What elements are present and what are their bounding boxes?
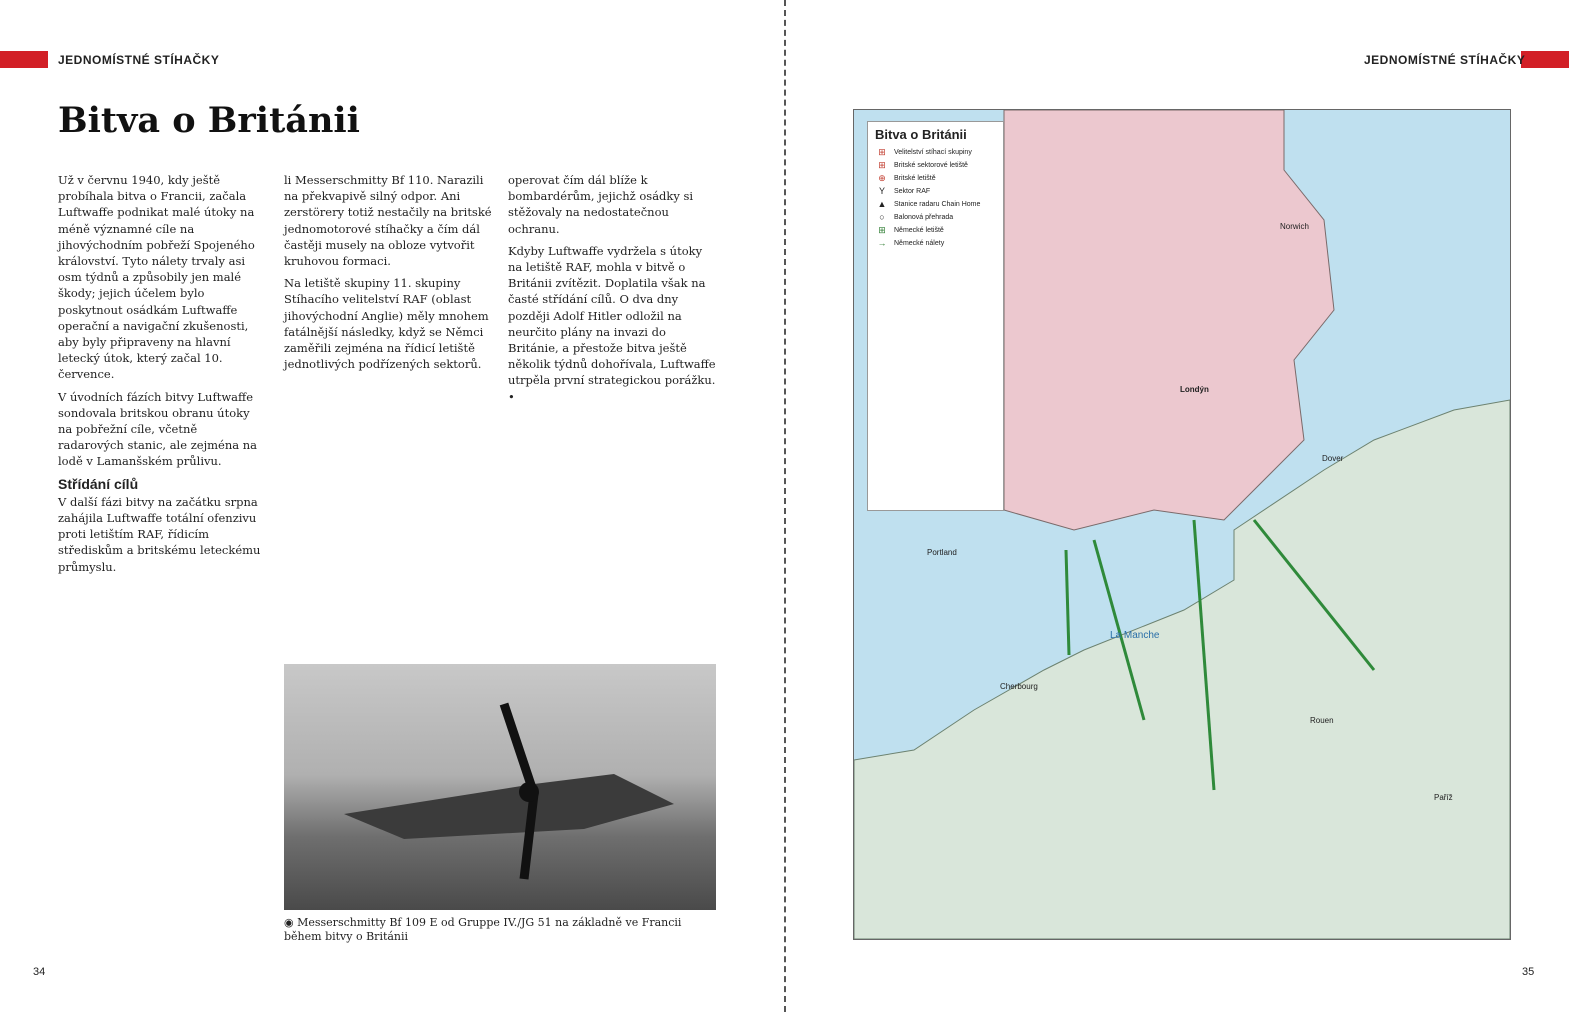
legend-item	[875, 161, 1003, 170]
spread-gutter	[784, 0, 786, 1012]
text-column-2	[284, 172, 492, 378]
legend-item	[875, 239, 1003, 248]
legend-label: Balonová přehrada	[894, 214, 954, 221]
paragraph: li Messerschmitty Bf 110. Narazili na překvapivě silný odpor. Ani zerstörery totiž nestačily na britské jednomotorové stíhačky a čím dál častěji musely na obloze vytvořit kruhovou formaci.	[284, 173, 492, 269]
sector-airfield-icon: ⊞	[878, 160, 886, 170]
page-number-left: 34	[33, 966, 46, 978]
airfield-icon: ⊕	[878, 173, 886, 183]
section-heading: Střídání cílů	[58, 475, 139, 492]
fighter-group-hq-icon: ⊞	[878, 147, 886, 157]
legend-item	[875, 200, 1003, 209]
legend-item	[875, 213, 1003, 222]
place-label: Portland	[927, 548, 957, 557]
paragraph: Už v červnu 1940, kdy ještě probíhala bitva o Francii, začala Luftwaffe podnikat malé útoky na méně významné cíle na jihovýchodním pobřeží Spojeného království. Tyto nálety trvaly asi osm týdnů a způsobily jen malé škody; jejich účelem bylo poskytnout osádkám Luftwaffe operační a navigační zkušenosti, aby byly připraveny na hlavní letecký útok, který začal 10. července.	[58, 173, 255, 382]
german-raid-arrow-icon: →	[877, 238, 887, 248]
balloon-barrage-icon: ○	[879, 212, 885, 222]
legend-label: Velitelství stíhací skupiny	[894, 149, 972, 156]
text-column-3	[508, 172, 718, 411]
legend-item	[875, 148, 1003, 157]
paragraph: Kdyby Luftwaffe vydržela s útoky na letiště RAF, mohla v bitvě o Británii zvítězit. Doplatila však na časté střídání cílů. O dva dny později Adolf Hitler odložil na neurčito plány na invazi do Británie, a přestože bitva ještě několik týdnů dohořívala, Luftwaffe utrpěla první strategickou porážku. •	[508, 243, 716, 404]
camera-icon: ◉	[284, 916, 298, 929]
radar-station-icon: ▲	[877, 199, 887, 209]
paragraph: Na letiště skupiny 11. skupiny Stíhacího velitelství RAF (oblast jihovýchodní Anglie) měly mnohem fatálnější následky, když se Němci zaměřili zejména na řídicí letiště jednotlivých podřízených sektorů.	[284, 276, 489, 372]
place-label: Rouen	[1310, 716, 1334, 725]
legend-item	[875, 174, 1003, 183]
german-airfield-icon: ⊞	[878, 225, 886, 235]
map-legend	[867, 121, 1004, 511]
right-red-bar	[1521, 51, 1569, 68]
right-running-head: JEDNOMÍSTNÉ STÍHAČKY	[1364, 53, 1526, 67]
text-column-1	[58, 172, 264, 581]
legend-item	[875, 226, 1003, 235]
legend-label: Stanice radaru Chain Home	[894, 201, 981, 208]
place-label: Dover	[1322, 454, 1344, 463]
legend-label: Sektor RAF	[894, 188, 931, 195]
legend-item	[875, 187, 1003, 196]
channel-label: La Manche	[1110, 630, 1160, 641]
article-title: Bitva o Británii	[58, 100, 360, 141]
place-label: Paříž	[1434, 793, 1453, 802]
legend-title: Bitva o Británii	[875, 127, 967, 142]
page-number-right: 35	[1522, 966, 1535, 978]
left-red-bar	[0, 51, 48, 68]
place-label: Londýn	[1180, 385, 1209, 394]
legend-label: Německé letiště	[894, 227, 944, 234]
legend-label: Německé nálety	[894, 240, 945, 247]
raf-sector-icon: Y	[878, 186, 885, 196]
paragraph: V další fázi bitvy na začátku srpna zahájila Luftwaffe totální ofenzivu proti letištím RAF, řídicím střediskům a britskému leteckému průmyslu.	[58, 494, 261, 574]
caption-text: Messerschmitty Bf 109 E od Gruppe IV./JG 51 na základně ve Francii během bitvy o Británii	[284, 916, 682, 943]
legend-label: Britské letiště	[894, 175, 936, 182]
messerschmitt-photo	[284, 664, 716, 910]
place-label: Norwich	[1280, 222, 1309, 231]
paragraph: V úvodních fázích bitvy Luftwaffe sondovala britskou obranu útoky na pobřežní cíle, včetně radarových stanic, ale zejména na lodě v Lamanšském průlivu.	[58, 389, 258, 469]
place-label: Cherbourg	[1000, 682, 1038, 691]
photo-caption	[284, 916, 714, 944]
legend-label: Britské sektorové letiště	[894, 162, 968, 169]
left-running-head: JEDNOMÍSTNÉ STÍHAČKY	[58, 53, 220, 67]
paragraph: operovat čím dál blíže k bombardérům, jejichž osádky si stěžovaly na nedostatečnou ochranu.	[508, 173, 694, 236]
